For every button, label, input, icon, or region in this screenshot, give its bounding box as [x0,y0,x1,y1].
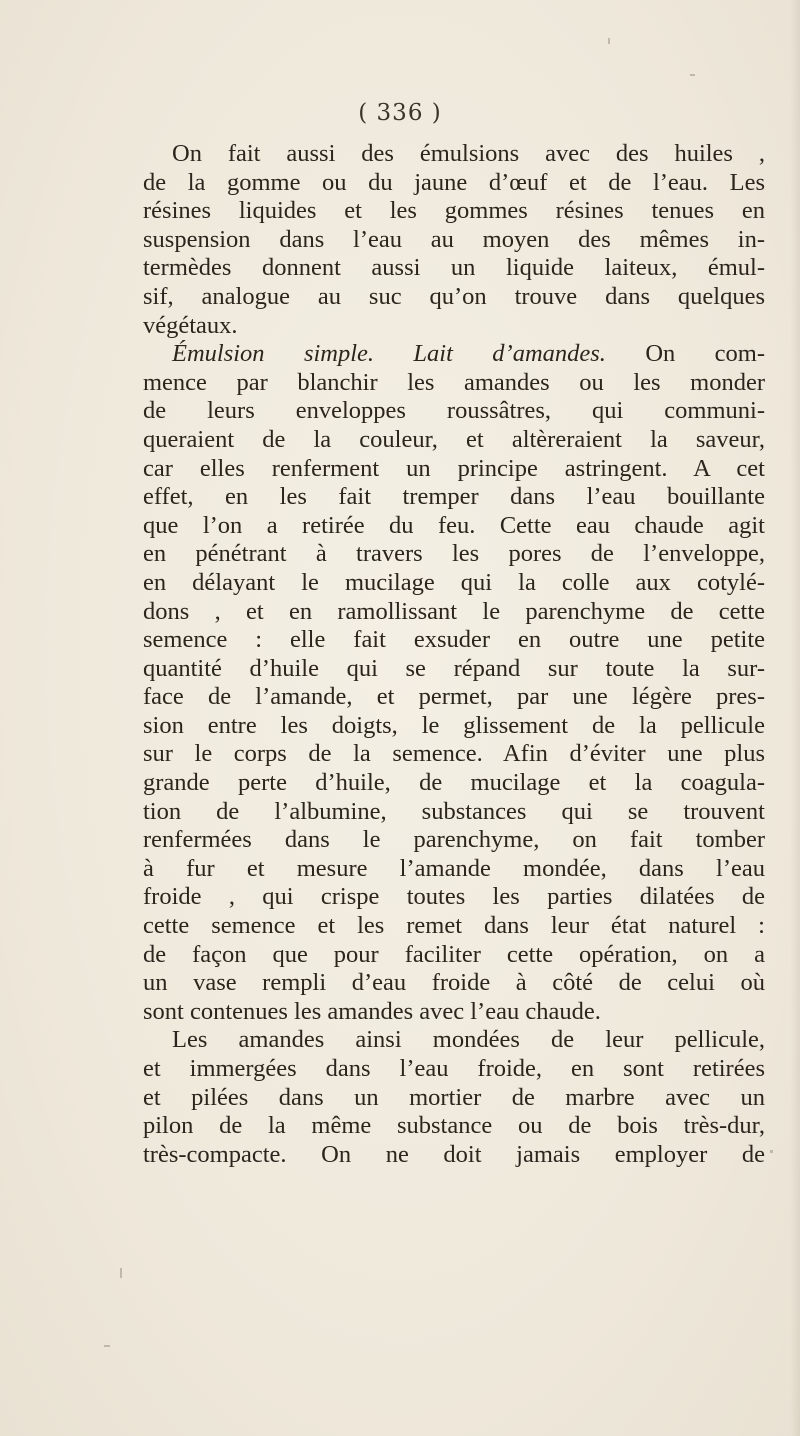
text-line: de la gomme ou du jaune d’œuf et de l’eau. Les [143,168,765,196]
paper-speck [770,1150,773,1153]
body-text [143,140,765,1169]
text-line: sont contenues les amandes avec l’eau chaude. [143,997,601,1025]
page-number: ( 336 ) [358,100,442,126]
text-line: semence : elle fait exsuder en outre une petite [143,626,765,654]
text-line: de leurs enveloppes roussâtres, qui communi- [143,397,765,425]
text-line: en pénétrant à travers les pores de l’enveloppe, [143,540,765,568]
text-line: On fait aussi des émulsions avec des huiles , [172,140,765,167]
text-line: cette semence et les remet dans leur état naturel : [143,912,765,940]
paper-speck [120,1268,122,1278]
text-line: dons , et en ramollissant le parenchyme de cette [143,597,765,625]
text-line: termèdes donnent aussi un liquide laiteux, émul- [143,254,765,282]
text-line: effet, en les fait tremper dans l’eau bouillante [143,483,765,511]
text-line: un vase rempli d’eau froide à côté de celui où [143,969,765,997]
text-line: végétaux. [143,311,238,339]
text-line: résines liquides et les gommes résines tenues en [143,197,765,225]
text-line: grande perte d’huile, de mucilage et la coagula- [143,769,765,797]
text-line: en délayant le mucilage qui la colle aux cotylé- [143,568,765,596]
page-edge-shadow [790,0,800,1436]
text-line: Les amandes ainsi mondées de leur pellicule, [172,1026,765,1054]
text-line: froide , qui crispe toutes les parties dilatées de [143,883,765,911]
text-line: très-compacte. On ne doit jamais employer de [143,1140,765,1168]
text-line: et immergées dans l’eau froide, en sont retirées [143,1055,765,1082]
text-line: tion de l’albumine, substances qui se trouvent [143,797,765,825]
text-line-with-heading [143,340,765,369]
text-line: face de l’amande, et permet, par une légère pres- [143,683,765,711]
paper-speck [690,74,695,76]
text-line: mence par blanchir les amandes ou les monder [143,368,765,396]
text-line: pilon de la même substance ou de bois très-dur, [143,1112,765,1140]
text-line: car elles renferment un principe astringent. A cet [143,454,765,482]
section-heading: Émulsion simple. Lait d’amandes. [172,340,606,368]
text-line: renfermées dans le parenchyme, on fait tomber [143,826,765,854]
text-line: à fur et mesure l’amande mondée, dans l’eau [143,854,765,882]
text-line: sion entre les doigts, le glissement de la pellicule [143,711,765,739]
text-line: que l’on a retirée du feu. Cette eau chaude agit [143,511,765,539]
paper-speck [608,38,610,44]
text-line: suspension dans l’eau au moyen des mêmes in- [143,225,765,253]
text-line: sur le corps de la semence. Afin d’éviter une plus [143,740,765,768]
text-line: de façon que pour faciliter cette opération, on a [143,940,765,968]
text-line: queraient de la couleur, et altèreraient la saveur, [143,425,765,453]
text-line: quantité d’huile qui se répand sur toute la sur- [143,654,765,682]
text-line: sif, analogue au suc qu’on trouve dans quelques [143,282,765,310]
text-line: et pilées dans un mortier de marbre avec un [143,1083,765,1111]
paper-speck [104,1345,110,1347]
text-line-rest: On com- [605,340,765,368]
